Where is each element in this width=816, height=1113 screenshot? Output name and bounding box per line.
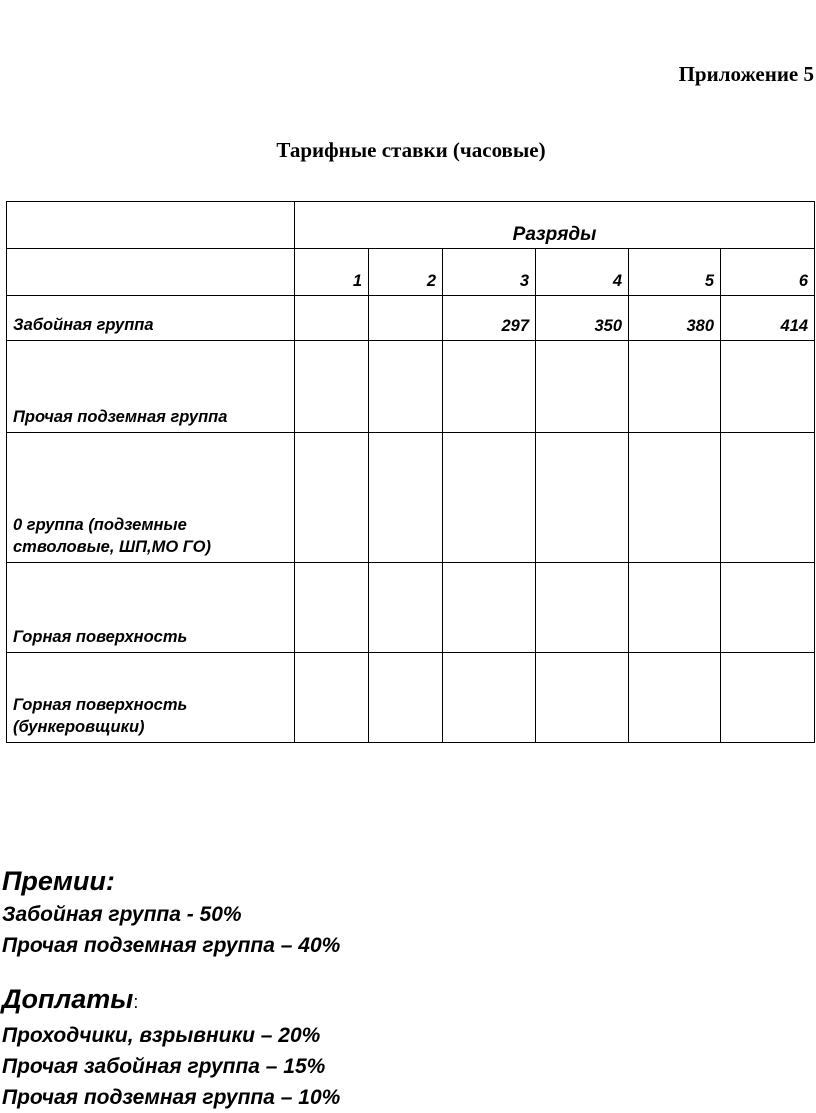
rate-cell <box>536 341 629 433</box>
rate-cell <box>721 341 815 433</box>
rate-cell <box>536 653 629 743</box>
rate-cell <box>443 341 536 433</box>
grades-header: Разряды <box>295 202 815 249</box>
surcharge-item: Прочая забойная группа – 15% <box>2 1055 326 1078</box>
surcharges-heading: Доплаты <box>2 984 134 1014</box>
rate-cell <box>369 433 443 563</box>
rate-cell: 297 <box>443 296 536 341</box>
rate-cell <box>369 653 443 743</box>
rate-cell <box>629 433 721 563</box>
table-row <box>7 341 815 433</box>
rate-cell <box>369 563 443 653</box>
row-label: Горная поверхность (бункеровщики) <box>7 653 295 743</box>
rates-table <box>6 201 815 743</box>
grade-header: 4 <box>536 249 629 296</box>
grade-header: 6 <box>721 249 815 296</box>
table-row <box>7 563 815 653</box>
appendix-label: Приложение 5 <box>678 62 814 86</box>
rate-cell <box>536 433 629 563</box>
grade-header: 2 <box>369 249 443 296</box>
notes-section <box>2 863 340 1113</box>
page-title: Тарифные ставки (часовые) <box>276 138 546 162</box>
surcharges-colon: : <box>133 992 139 1012</box>
surcharge-item: Проходчики, взрывники – 20% <box>2 1024 321 1047</box>
grade-header: 3 <box>443 249 536 296</box>
rate-cell <box>721 653 815 743</box>
row-label: Забойная группа <box>7 296 295 341</box>
rate-cell <box>629 563 721 653</box>
rate-cell <box>443 433 536 563</box>
rate-cell <box>443 563 536 653</box>
rate-cell <box>295 563 369 653</box>
rate-cell <box>369 341 443 433</box>
table-row <box>7 296 815 341</box>
rate-cell <box>536 563 629 653</box>
surcharges-heading-line <box>2 981 340 1020</box>
table-row <box>7 433 815 563</box>
bonus-item: Забойная группа - 50% <box>2 903 242 926</box>
grade-header: 1 <box>295 249 369 296</box>
rate-cell <box>721 433 815 563</box>
rate-cell <box>295 296 369 341</box>
grade-header: 5 <box>629 249 721 296</box>
table-row <box>7 653 815 743</box>
rate-cell <box>295 653 369 743</box>
bonuses-heading: Премии: <box>2 866 115 896</box>
rate-cell <box>721 563 815 653</box>
rate-cell <box>295 433 369 563</box>
rate-cell: 414 <box>721 296 815 341</box>
rate-cell: 350 <box>536 296 629 341</box>
rate-cell <box>295 341 369 433</box>
row-label: 0 группа (подземные стволовые, ШП,МО ГО) <box>7 433 295 563</box>
rate-cell <box>443 653 536 743</box>
rate-cell <box>629 653 721 743</box>
rate-cell <box>369 296 443 341</box>
table-corner <box>7 202 295 249</box>
surcharge-item: Прочая подземная группа – 10% <box>2 1086 341 1109</box>
bonus-item: Прочая подземная группа – 40% <box>2 934 341 957</box>
row-label: Горная поверхность <box>7 563 295 653</box>
rate-cell: 380 <box>629 296 721 341</box>
rate-cell <box>629 341 721 433</box>
table-corner-lower <box>7 249 295 296</box>
row-label: Прочая подземная группа <box>7 341 295 433</box>
